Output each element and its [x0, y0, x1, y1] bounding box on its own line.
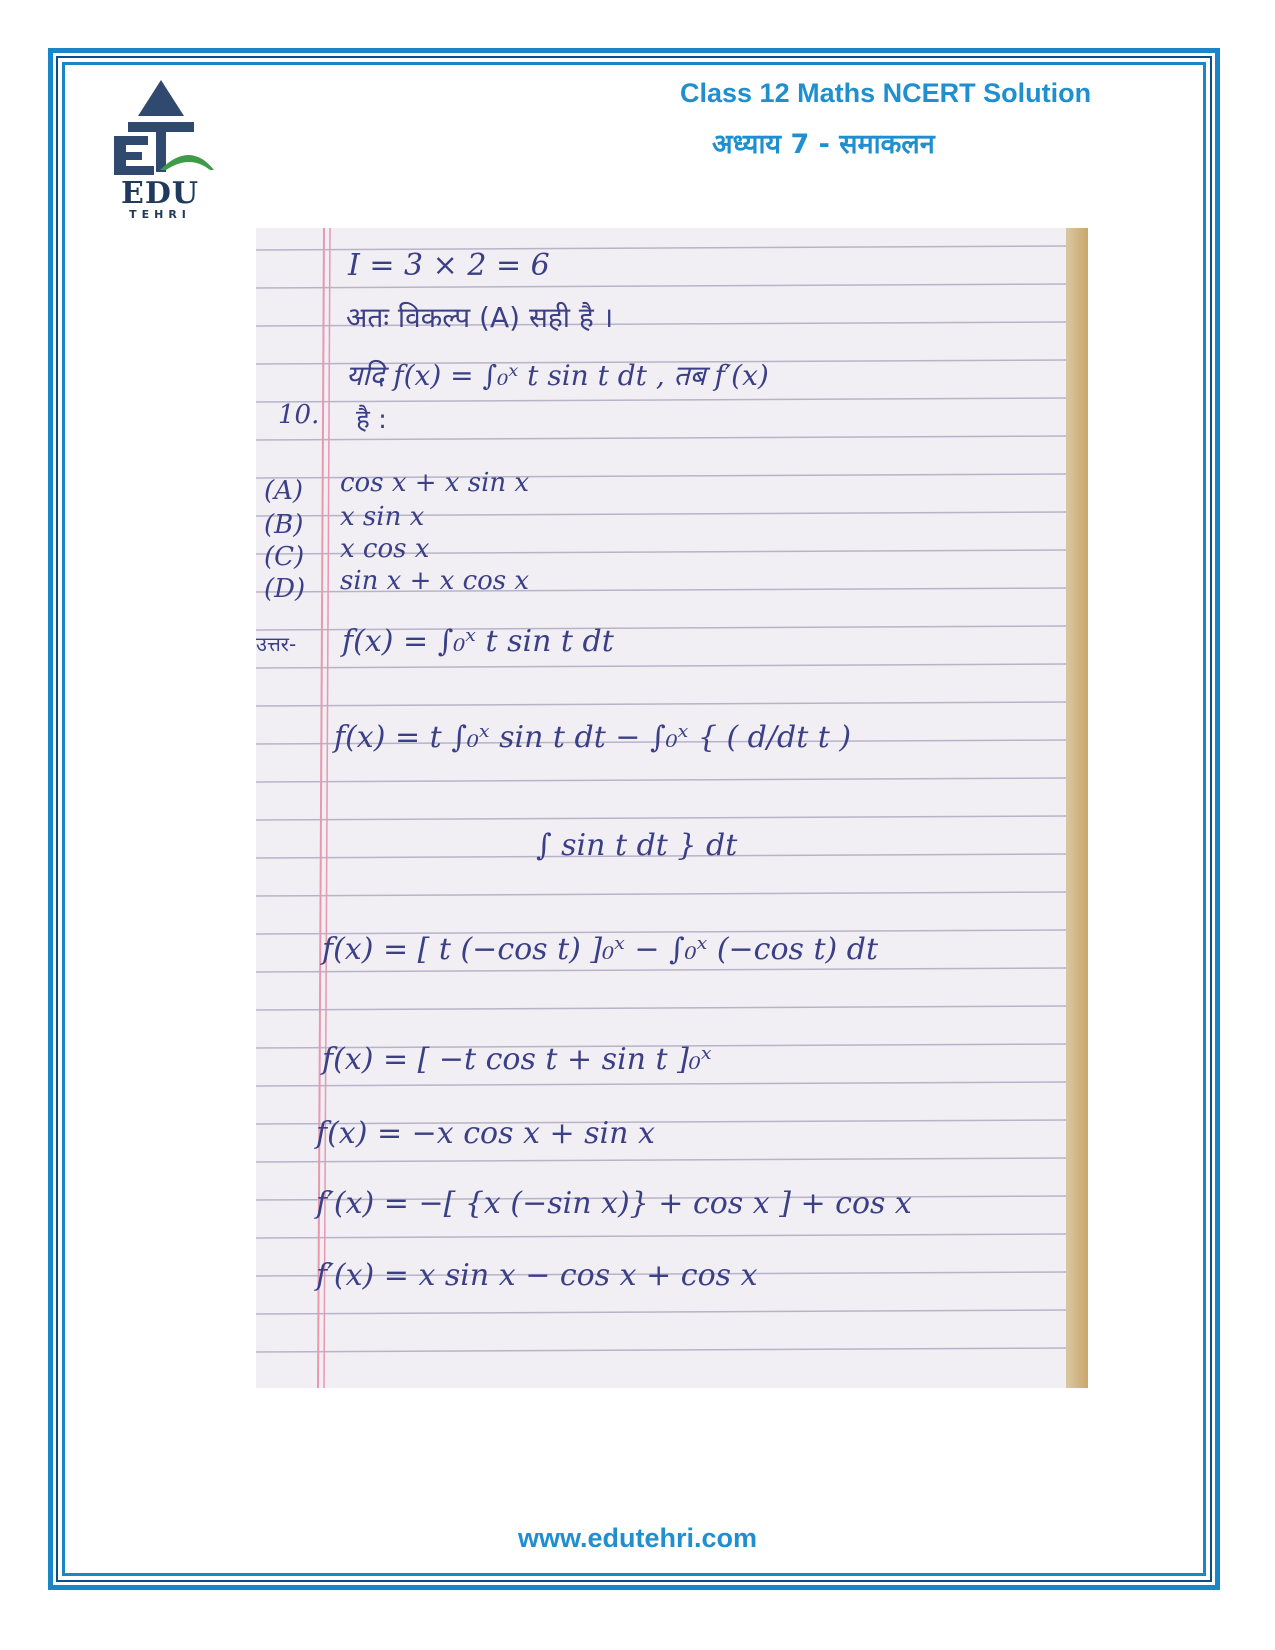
step-7: f′(x) = −[ {x (−sin x)} + cos x ] + cos x [316, 1186, 912, 1221]
option-c-label: (C) [264, 542, 305, 572]
logo-text: EDU [120, 176, 200, 211]
step-1: f(x) = ∫₀ˣ t sin t dt [342, 624, 614, 659]
step-3: ∫ sin t dt } dt [536, 828, 738, 863]
option-b-text: x sin x [340, 502, 425, 532]
option-b-label: (B) [264, 510, 304, 540]
notebook-spine [1066, 228, 1088, 1388]
step-2: f(x) = t ∫₀ˣ sin t dt − ∫₀ˣ { ( d/dt t ) [334, 720, 852, 755]
note-line-2: अतः विकल्प (A) सही है । [346, 301, 614, 334]
option-d-label: (D) [264, 574, 306, 604]
question-number: 10. [278, 400, 320, 430]
footer-url[interactable]: www.edutehri.com [517, 1523, 758, 1553]
chapter-subtitle: अध्याय 7 - समाकलन [712, 129, 935, 160]
logo-subtext: TEHRI [129, 208, 191, 221]
notebook-photo [256, 228, 1088, 1388]
page-title: Class 12 Maths NCERT Solution [680, 78, 1092, 108]
option-a-text: cos x + x sin x [340, 468, 530, 498]
step-8: f′(x) = x sin x − cos x + cos x [316, 1258, 758, 1293]
step-6: f(x) = −x cos x + sin x [316, 1116, 655, 1151]
option-c-text: x cos x [340, 534, 430, 564]
step-4: f(x) = [ t (−cos t) ]₀ˣ − ∫₀ˣ (−cos t) dt [322, 932, 879, 967]
question-text: यदि f(x) = ∫₀ˣ t sin t dt , तब f′(x) [346, 359, 769, 392]
option-a-label: (A) [264, 476, 304, 506]
step-5: f(x) = [ −t cos t + sin t ]₀ˣ [322, 1042, 712, 1077]
option-d-text: sin x + x cos x [340, 566, 530, 596]
question-text-cont: है : [356, 405, 387, 435]
note-line-1: I = 3 × 2 = 6 [348, 248, 550, 283]
answer-label: उत्तर- [256, 632, 297, 656]
